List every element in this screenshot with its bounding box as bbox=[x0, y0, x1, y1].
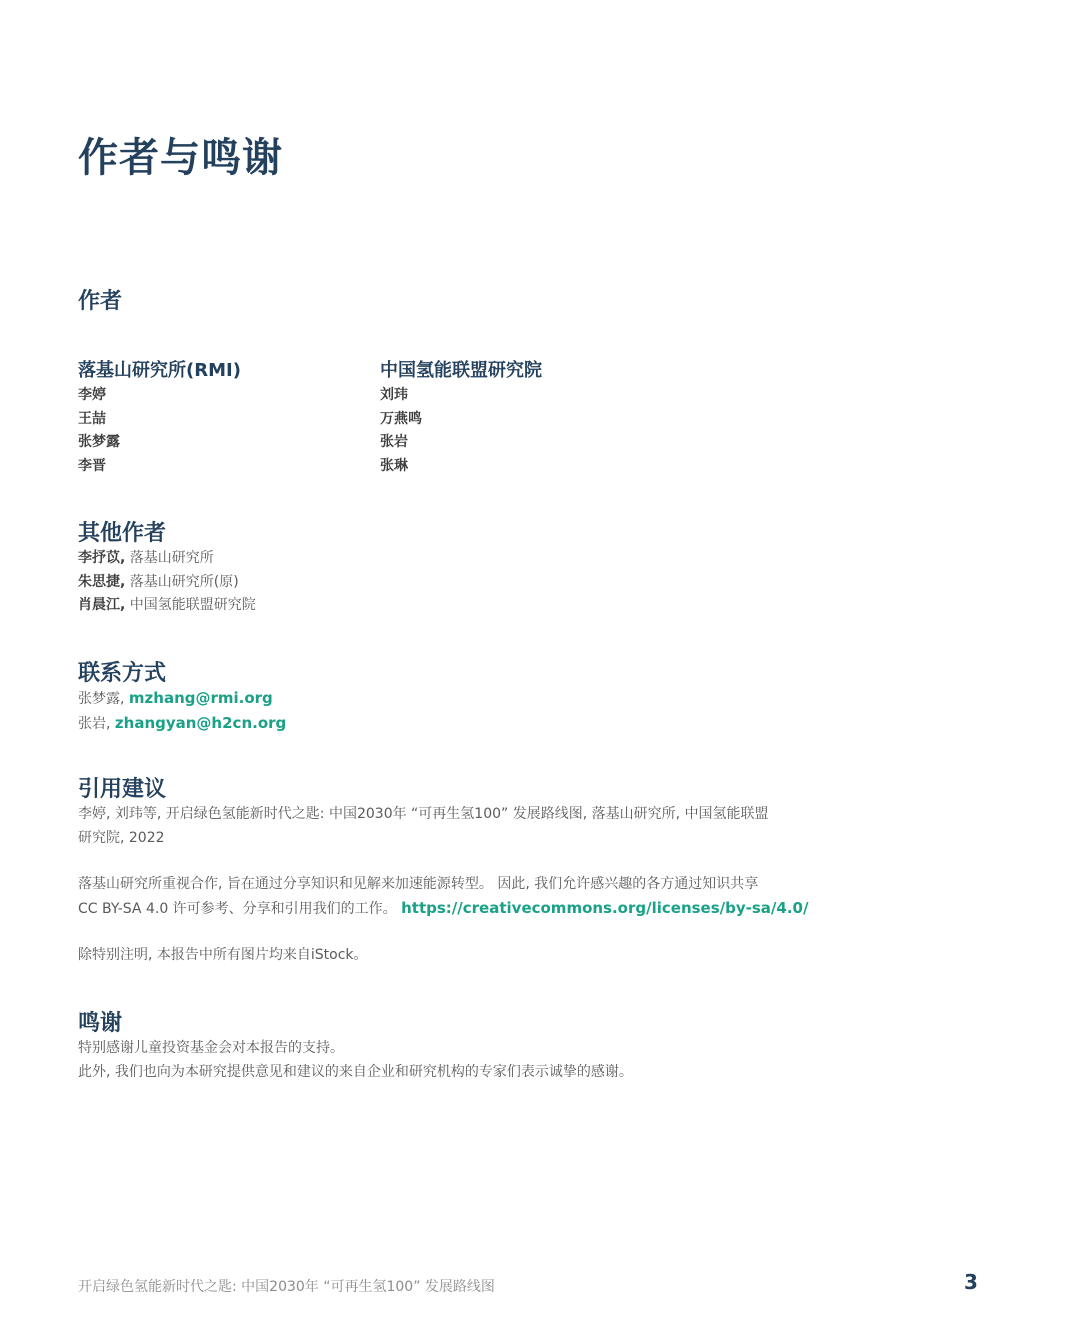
author-name: 李晋 bbox=[78, 457, 106, 474]
other-author-item: 朱思捷, 落基山研究所(原) bbox=[78, 573, 239, 590]
acknowledgement-line: 特别感谢儿童投资基金会对本报告的支持。 bbox=[78, 1040, 344, 1056]
license-link[interactable]: https://creativecommons.org/licenses/by-sa/4.0/ bbox=[401, 898, 809, 917]
citation-text-line: 李婷, 刘玮等, 开启绿色氢能新时代之匙: 中国2030年 “可再生氢100” 发展路线图, 落基山研究所, 中国氢能联盟 bbox=[78, 806, 769, 822]
license-text-line: CC BY-SA 4.0 许可参考、分享和引用我们的工作。 https://creativecommons.org/licenses/by-sa/4.0/ bbox=[78, 898, 809, 917]
email-link[interactable]: zhangyan@h2cn.org bbox=[114, 713, 287, 732]
page-title: 作者与鸣谢 bbox=[78, 135, 283, 181]
contact-item: 张岩, zhangyan@h2cn.org bbox=[78, 713, 287, 732]
authors-heading: 作者 bbox=[78, 289, 123, 314]
contact-section bbox=[78, 656, 286, 736]
footer-title: 开启绿色氢能新时代之匙: 中国2030年 “可再生氢100” 发展路线图 bbox=[78, 1279, 495, 1295]
page-number: 3 bbox=[964, 1270, 978, 1294]
images-note: 除特别注明, 本报告中所有图片均来自iStock。 bbox=[78, 947, 368, 963]
author-name: 李婷 bbox=[78, 387, 106, 403]
other-authors-section bbox=[78, 516, 256, 618]
acknowledgements-section bbox=[78, 1006, 633, 1084]
org-rmi-name: 落基山研究所(RMI) bbox=[78, 360, 241, 381]
citation-text-line: 研究院, 2022 bbox=[78, 829, 165, 846]
contact-heading: 联系方式 bbox=[78, 661, 167, 686]
acknowledgement-line: 此外, 我们也向为本研究提供意见和建议的来自企业和研究机构的专家们表示诚挚的感谢。 bbox=[78, 1063, 633, 1080]
org-rmi-members bbox=[78, 384, 241, 478]
contact-item: 张梦露, mzhang@rmi.org bbox=[78, 689, 273, 707]
author-name: 张岩 bbox=[380, 434, 408, 450]
citation-section bbox=[78, 772, 808, 968]
author-name: 张琳 bbox=[380, 457, 408, 474]
org-h2cn-name: 中国氢能联盟研究院 bbox=[380, 360, 542, 381]
citation-heading: 引用建议 bbox=[78, 777, 167, 802]
acknowledgements-heading: 鸣谢 bbox=[78, 1011, 123, 1036]
license-text-line: 落基山研究所重视合作, 旨在通过分享知识和见解来加速能源转型。 因此, 我们允许感兴趣的各方通过知识共享 bbox=[78, 876, 759, 892]
other-author-item: 肖晨江, 中国氢能联盟研究院 bbox=[78, 597, 256, 613]
other-authors-heading: 其他作者 bbox=[78, 521, 167, 546]
email-link[interactable]: mzhang@rmi.org bbox=[128, 689, 273, 707]
org-h2cn bbox=[380, 356, 542, 478]
author-name: 刘玮 bbox=[380, 387, 408, 403]
author-name: 万燕鸣 bbox=[380, 410, 422, 427]
org-rmi bbox=[78, 356, 241, 478]
author-name: 张梦露 bbox=[78, 434, 120, 450]
org-h2cn-members bbox=[380, 384, 542, 478]
author-name: 王喆 bbox=[78, 410, 106, 427]
other-author-item: 李抒苡, 落基山研究所 bbox=[78, 550, 214, 566]
